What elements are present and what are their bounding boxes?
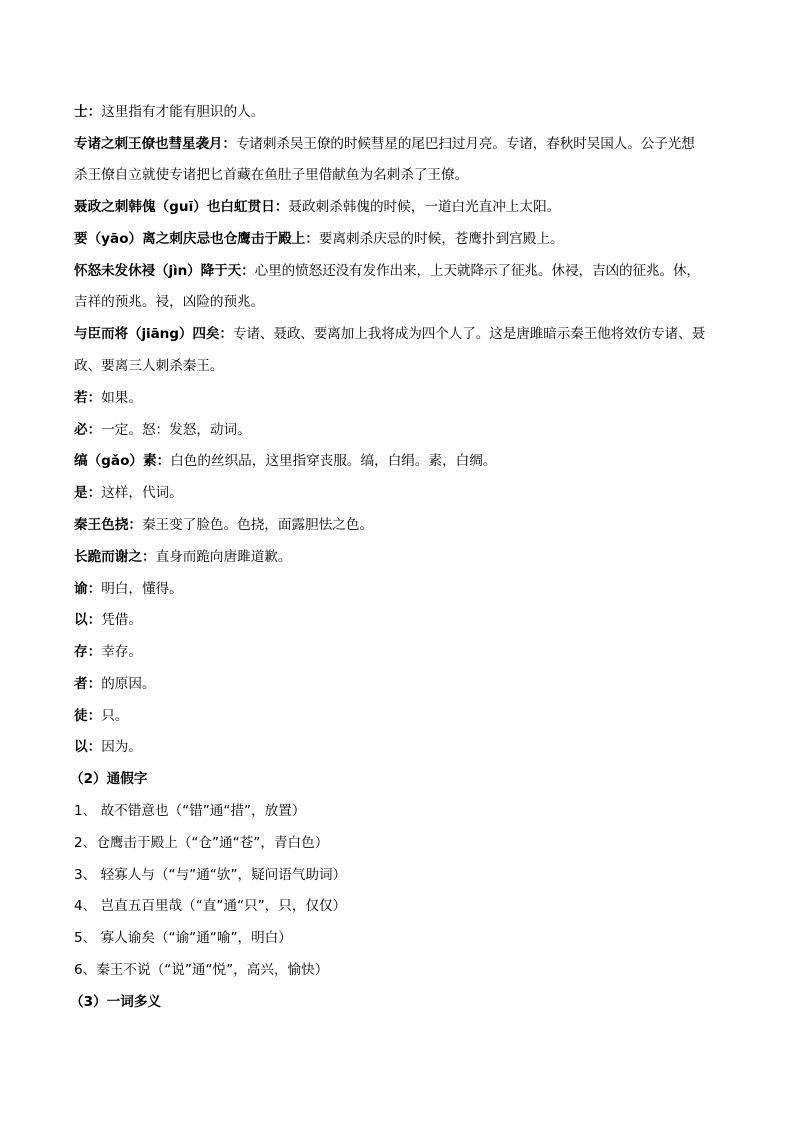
note-yuchen [74,324,744,344]
note-term: 要（yāo）离之刺庆忌也仓鹰击于殿上： [74,231,319,247]
note-text: 明白，懂得。 [101,581,183,597]
note-huainu-continued [74,292,734,312]
note-text: 专诸刺杀吴王僚的时候彗星的尾巴扫过月亮。专诸，春秋时吴国人。公子光想 [235,136,695,152]
note-term: 徒： [74,708,102,724]
tongjiazi-item: 6、秦王不说（“说”通“悦”，高兴，愉快） [74,962,329,978]
tongjiazi-item: 4、 岂直五百里哉（“直”通“只”，只，仅仅） [74,898,347,914]
note-term: 缟（gǎo）素： [74,453,171,469]
note-text: 要离刺杀庆忌的时候，苍鹰扑到宫殿上。 [318,231,564,247]
note-yu [74,579,734,599]
note-yuchen-continued [74,356,734,376]
note-text: 秦王变了脸色。色挠，面露胆怯之色。 [141,517,374,533]
note-zhuanzhu [74,134,744,154]
note-term: 与臣而将（jiāng）四矣： [74,326,233,342]
note-term: 者： [74,676,102,692]
note-text: 吉祥的预兆。祲，凶险的预兆。 [74,294,265,310]
note-term: 存： [74,644,102,660]
note-tu [74,706,734,726]
note-term: 士： [74,104,102,120]
tongjiazi-item: 2、仓鹰击于殿上（“仓”通“苍”，青白色） [74,835,329,851]
tongjiazi-item: 3、 轻寡人与（“与”通“欤”，疑问语气助词） [74,867,347,883]
section-heading-yiciduoyi: （3）一词多义 [70,994,162,1010]
note-term: 以： [74,612,102,628]
note-shi [74,102,734,122]
note-cun [74,642,734,662]
note-text: 政、要离三人刺杀秦王。 [74,358,224,374]
note-term: 以： [74,739,102,755]
note-text: 专诸、聂政、要离加上我将成为四个人了。这是唐雎暗示秦王他将效仿专诸、聂 [232,326,706,342]
note-term: 若： [74,390,102,406]
note-text: 的原因。 [101,676,156,692]
note-text: 因为。 [101,739,142,755]
note-ruo [74,388,734,408]
note-text: 杀王僚自立就使专诸把匕首藏在鱼肚子里借献鱼为名刺杀了王僚。 [74,167,469,183]
note-text: 直身而跪向唐雎道歉。 [155,549,292,565]
note-text: 如果。 [101,390,142,406]
note-term: 必： [74,422,102,438]
note-gaosu [74,451,734,471]
note-text: 凭借。 [101,612,142,628]
section-heading-tongjiazi: （2）通假字 [70,771,148,787]
note-zhe [74,674,734,694]
note-term: 长跪而谢之： [74,549,156,565]
note-huainu [74,261,744,281]
note-text: 一定。怒：发怒，动词。 [101,422,251,438]
note-yaoli [74,229,734,249]
note-text: 心里的愤怒还没有发作出来，上天就降示了征兆。休祲，吉凶的征兆。休， [254,263,700,279]
note-term: 秦王色挠： [74,517,142,533]
tongjiazi-item: 5、 寡人谕矣（“谕”通“喻”，明白） [74,930,292,946]
note-sernao [74,515,734,535]
note-term: 专诸之刺王僚也彗星袭月： [74,136,236,152]
note-bi [74,420,734,440]
note-term: 聂政之刺韩傀（guī）也白虹贯日： [74,199,289,215]
note-term: 谕： [74,581,102,597]
note-text: 这里指有才能有胆识的人。 [101,104,265,120]
tongjiazi-item: 1、 故不错意也（“错”通“措”，放置） [74,803,306,819]
note-shi-pronoun [74,483,734,503]
note-text: 幸存。 [101,644,142,660]
note-niezheng [74,197,734,217]
note-term: 是： [74,485,102,501]
note-text: 白色的丝织品，这里指穿丧服。缟，白绢。素，白绸。 [170,453,497,469]
note-zhuanzhu-continued [74,165,734,185]
note-yi-1 [74,610,734,630]
note-term: 怀怒未发休祲（jìn）降于天： [74,263,255,279]
note-text: 聂政刺杀韩傀的时候，一道白光直冲上太阳。 [288,199,561,215]
note-text: 这样，代词。 [101,485,183,501]
note-text: 只。 [101,708,129,724]
note-changgui [74,547,734,567]
note-yi-2 [74,737,734,757]
